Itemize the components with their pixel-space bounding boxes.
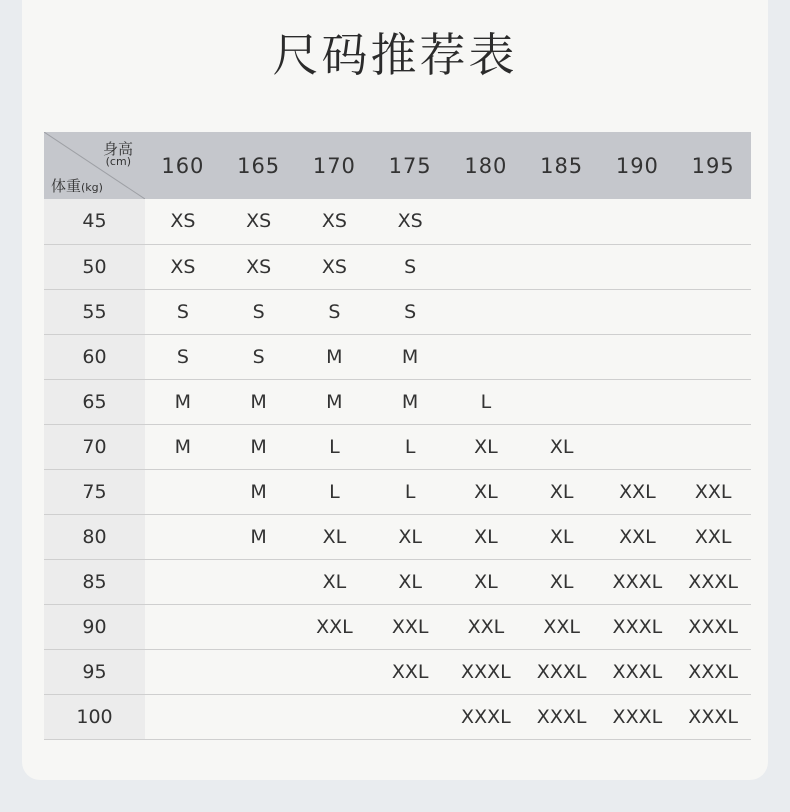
size-cell: XS: [321, 255, 347, 278]
table-row: [44, 514, 751, 559]
size-cell: XXL: [467, 615, 505, 638]
size-cell: [221, 649, 297, 694]
size-cell: XL: [549, 525, 574, 548]
size-cell: [524, 289, 600, 334]
size-cell: XXXL: [536, 660, 587, 683]
table-row: [44, 559, 751, 604]
size-cell: [145, 649, 221, 694]
weight-cell: 45: [44, 199, 145, 244]
size-cell: XXXL: [461, 660, 511, 683]
table-row: [44, 244, 751, 289]
weight-axis-unit: (kg): [81, 181, 103, 194]
weight-cell: 60: [44, 334, 145, 379]
size-cell: [600, 199, 676, 244]
size-cell: [675, 244, 751, 289]
table-row: [44, 604, 751, 649]
size-cell: [675, 289, 751, 334]
size-cell: XXL: [316, 615, 353, 638]
size-cell: [524, 199, 600, 244]
size-cell: XXXL: [688, 705, 738, 728]
weight-cell: 50: [44, 244, 145, 289]
size-cell: [524, 334, 600, 379]
size-cell: XXL: [619, 525, 656, 548]
size-cell: XS: [170, 210, 196, 233]
size-cell: XS: [321, 210, 347, 233]
size-cell: [600, 379, 676, 424]
header-corner-cell: [44, 132, 145, 199]
size-cell: [145, 514, 221, 559]
weight-cell: 55: [44, 289, 145, 334]
size-cell: S: [328, 300, 341, 323]
size-table: [44, 132, 751, 740]
size-cell: L: [404, 480, 416, 503]
size-cell: XXL: [619, 480, 656, 503]
weight-cell: 65: [44, 379, 145, 424]
size-cell: S: [404, 255, 417, 278]
size-cell: XXXL: [688, 570, 738, 593]
height-header-cell: 170: [312, 153, 356, 178]
size-cell: M: [174, 390, 192, 413]
size-cell: XXXL: [688, 660, 738, 683]
height-header-cell: 165: [237, 153, 281, 178]
size-cell: S: [252, 345, 265, 368]
table-row: [44, 424, 751, 469]
size-cell: XXXL: [688, 615, 738, 638]
size-cell: M: [326, 390, 343, 413]
size-cell: XL: [549, 570, 574, 593]
size-cell: XXL: [694, 480, 732, 503]
size-cell: XXL: [543, 615, 580, 638]
size-cell: [675, 379, 751, 424]
size-cell: [448, 334, 524, 379]
size-cell: [448, 199, 524, 244]
size-cell: [600, 289, 676, 334]
height-header-cell: 160: [161, 153, 205, 178]
size-cell: XXXL: [612, 615, 663, 638]
size-cell: M: [174, 435, 192, 458]
size-cell: XL: [322, 570, 347, 593]
size-cell: M: [250, 435, 267, 458]
table-row: [44, 469, 751, 514]
size-cell: [675, 334, 751, 379]
size-cell: XS: [397, 210, 423, 233]
weight-cell: 85: [44, 559, 145, 604]
height-header-cell: 195: [691, 153, 735, 178]
weight-axis-label-group: [51, 175, 103, 196]
size-cell: [600, 334, 676, 379]
weight-axis-label: 体重: [51, 177, 82, 195]
weight-cell: 70: [44, 424, 145, 469]
size-cell: [145, 469, 221, 514]
weight-cell: 95: [44, 649, 145, 694]
size-cell: XXXL: [612, 570, 663, 593]
size-cell: XS: [246, 255, 272, 278]
size-cell: [524, 244, 600, 289]
size-cell: XL: [322, 525, 347, 548]
weight-cell: 75: [44, 469, 145, 514]
size-cell: S: [404, 300, 417, 323]
height-header-cell: 180: [464, 153, 508, 178]
weight-cell: 90: [44, 604, 145, 649]
height-header-cell: 175: [388, 153, 432, 178]
size-cell: M: [250, 525, 267, 548]
size-cell: XXL: [391, 660, 429, 683]
size-cell: [145, 694, 221, 739]
table-row: [44, 694, 751, 739]
size-cell: M: [401, 390, 419, 413]
size-cell: L: [480, 390, 492, 413]
size-cell: [297, 649, 373, 694]
height-header-cell: 190: [615, 153, 659, 178]
size-cell: M: [401, 345, 419, 368]
size-cell: XL: [474, 480, 498, 503]
size-cell: M: [250, 480, 267, 503]
table-row: [44, 289, 751, 334]
size-cell: S: [176, 300, 189, 323]
size-cell: XXXL: [461, 705, 511, 728]
table-row: [44, 334, 751, 379]
size-cell: XL: [398, 570, 422, 593]
size-cell: [600, 424, 676, 469]
size-cell: [448, 289, 524, 334]
size-cell: XL: [549, 480, 574, 503]
height-header-cell: 185: [540, 153, 584, 178]
table-row: [44, 199, 751, 244]
size-cell: [372, 694, 448, 739]
size-cell: S: [252, 300, 265, 323]
height-axis-unit: (cm): [105, 155, 131, 168]
size-cell: [448, 244, 524, 289]
size-cell: [145, 559, 221, 604]
weight-cell: 80: [44, 514, 145, 559]
size-cell: [675, 424, 751, 469]
size-cell: [675, 199, 751, 244]
size-cell: [221, 559, 297, 604]
size-cell: XXXL: [612, 705, 663, 728]
size-cell: [297, 694, 373, 739]
size-cell: XL: [474, 570, 498, 593]
size-cell: L: [404, 435, 416, 458]
table-row: [44, 649, 751, 694]
weight-cell: 100: [44, 694, 145, 739]
size-cell: L: [329, 480, 340, 503]
size-cell: L: [329, 435, 340, 458]
size-cell: XL: [474, 435, 498, 458]
size-cell: M: [326, 345, 343, 368]
size-cell: XS: [170, 255, 196, 278]
page-title: 尺码推荐表: [272, 28, 518, 82]
table-row: [44, 379, 751, 424]
size-cell: XXL: [391, 615, 429, 638]
size-cell: XXXL: [612, 660, 663, 683]
size-cell: XL: [474, 525, 498, 548]
table-header-row: [44, 132, 751, 199]
table-body: [44, 199, 751, 739]
size-cell: XXL: [694, 525, 732, 548]
size-cell: [524, 379, 600, 424]
size-cell: M: [250, 390, 267, 413]
size-cell: [221, 694, 297, 739]
size-cell: [600, 244, 676, 289]
size-cell: XS: [246, 210, 272, 233]
size-cell: XL: [398, 525, 422, 548]
size-cell: [145, 604, 221, 649]
size-cell: S: [176, 345, 189, 368]
height-axis-label: 身高: [102, 140, 133, 158]
size-cell: XL: [549, 435, 574, 458]
size-cell: XXXL: [536, 705, 587, 728]
size-cell: [221, 604, 297, 649]
